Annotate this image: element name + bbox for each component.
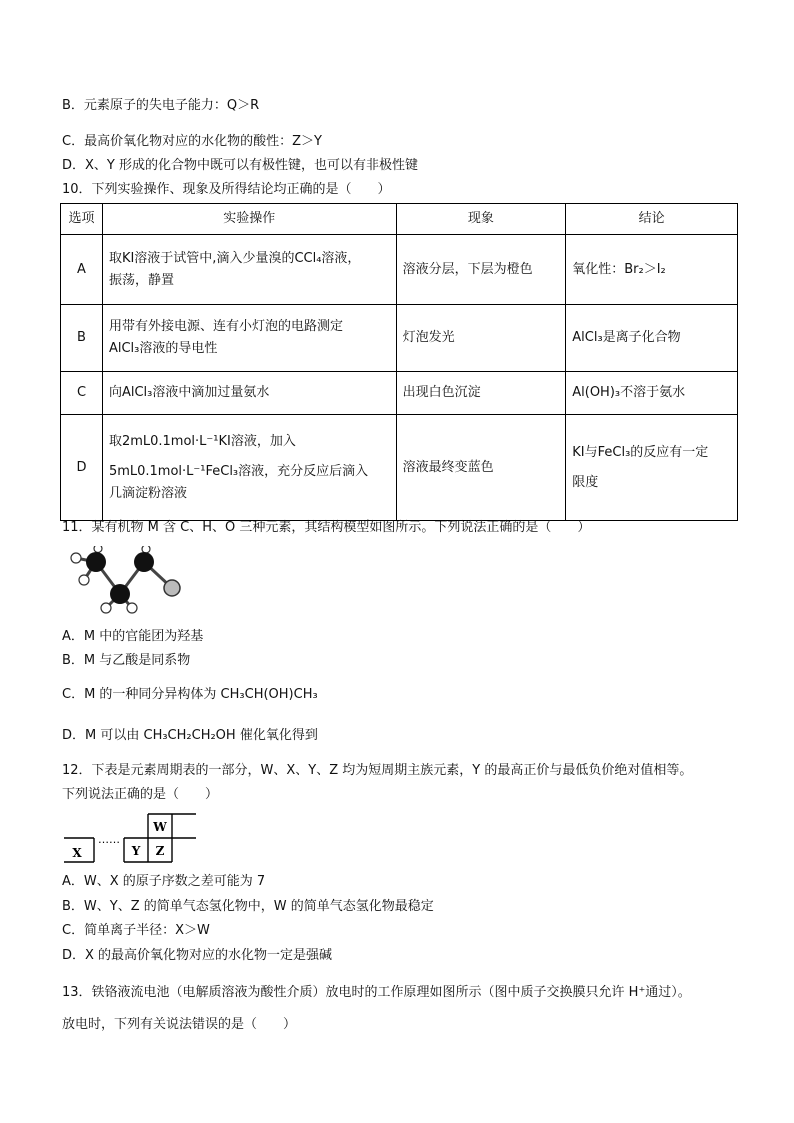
q9-option-c: C．最高价氧化物对应的水化物的酸性：Z＞Y [62, 134, 322, 149]
q12-stem-line-1: 12．下表是元素周期表的一部分，W、X、Y、Z 均为短周期主族元素，Y 的最高正价与最低负价绝对值相等。 [62, 763, 693, 778]
row-option: B [61, 305, 103, 372]
row-operation [102, 235, 396, 305]
hydrogen-atom [71, 553, 81, 563]
q12-option-b: B．W、Y、Z 的简单气态氢化物中，W 的简单气态氢化物最稳定 [62, 899, 434, 914]
row-operation [102, 415, 396, 521]
row-phenomenon: 出现白色沉淀 [396, 372, 566, 415]
operation-line: 5mL0.1mol·L⁻¹FeCl₃溶液，充分反应后滴入 [108, 463, 369, 479]
q13-stem-line-1: 13．铁铬液流电池（电解质溶液为酸性介质）放电时的工作原理如图所示（图中质子交换膜只允许 H⁺通过）。 [62, 985, 691, 1000]
table-row [61, 415, 738, 521]
cell-x: X [72, 846, 82, 860]
operation-line: 向AlCl₃溶液中滴加过量氨水 [108, 385, 270, 400]
q11-option-c: C．M 的一种同分异构体为 CH₃CH(OH)CH₃ [62, 687, 318, 702]
table-row [61, 305, 738, 372]
row-operation [102, 305, 396, 372]
operation-line: 几滴淀粉溶液 [108, 485, 187, 501]
row-phenomenon: 溶液最终变蓝色 [396, 415, 566, 521]
molecule-ball-stick-model [62, 546, 192, 616]
q11-option-a: A．M 中的官能团为羟基 [62, 629, 204, 644]
header-operation: 实验操作 [102, 204, 396, 235]
table-row [61, 235, 738, 305]
conclusion-line: Al(OH)₃不溶于氨水 [572, 385, 686, 400]
oxygen-atom [164, 580, 180, 596]
q12-option-c: C．简单离子半径：X＞W [62, 923, 210, 938]
table-row [61, 372, 738, 415]
q11-option-b: B．M 与乙酸是同系物 [62, 653, 191, 668]
operation-line: 振荡，静置 [108, 272, 174, 288]
hydrogen-atom [94, 546, 102, 553]
row-conclusion [566, 415, 738, 521]
header-phenomenon: 现象 [396, 204, 566, 235]
hydrogen-atom [127, 603, 137, 613]
ellipsis-dots: …… [98, 833, 120, 846]
cell-w: W [153, 820, 167, 834]
q13-stem-line-2: 放电时，下列有关说法错误的是（ ） [62, 1017, 297, 1032]
conclusion-line: 限度 [572, 474, 599, 490]
carbon-atom [86, 552, 106, 572]
row-phenomenon: 溶液分层，下层为橙色 [396, 235, 566, 305]
header-conclusion: 结论 [566, 204, 738, 235]
row-conclusion [566, 235, 738, 305]
conclusion-line: 氧化性：Br₂＞I₂ [572, 261, 666, 277]
hydrogen-atom [142, 546, 150, 553]
operation-line: AlCl₃溶液的导电性 [108, 341, 218, 356]
q11-option-d: D．M 可以由 CH₃CH₂CH₂OH 催化氧化得到 [62, 728, 318, 743]
cell-z: Z [155, 844, 165, 858]
cell-y: Y [131, 844, 141, 858]
carbon-atom [110, 584, 130, 604]
row-phenomenon: 灯泡发光 [396, 305, 566, 372]
header-option: 选项 [61, 204, 103, 235]
q9-option-b: B．元素原子的失电子能力：Q＞R [62, 98, 260, 113]
row-option: A [61, 235, 103, 305]
table-header-row [61, 204, 738, 235]
periodic-table-fragment [62, 810, 202, 865]
row-option: C [61, 372, 103, 415]
experiment-table [60, 203, 738, 521]
q11-stem: 11．某有机物 M 含 C、H、O 三种元素，其结构模型如图所示。下列说法正确的是（ ） [62, 520, 591, 535]
q12-option-d: D．X 的最高价氧化物对应的水化物一定是强碱 [62, 948, 333, 963]
row-option: D [61, 415, 103, 521]
hydrogen-atom [79, 575, 89, 585]
row-conclusion [566, 305, 738, 372]
q10-stem: 10．下列实验操作、现象及所得结论均正确的是（ ） [62, 182, 391, 197]
row-conclusion [566, 372, 738, 415]
carbon-atom [134, 552, 154, 572]
operation-line: 取2mL0.1mol·L⁻¹KI溶液，加入 [108, 433, 296, 449]
q9-option-d: D．X、Y 形成的化合物中既可以有极性键，也可以有非极性键 [62, 158, 418, 173]
q12-stem-line-2: 下列说法正确的是（ ） [62, 787, 219, 802]
conclusion-line: AlCl₃是离子化合物 [572, 330, 681, 345]
conclusion-line: KI与FeCl₃的反应有一定 [572, 444, 709, 460]
row-operation [102, 372, 396, 415]
operation-line: 取KI溶液于试管中,滴入少量溴的CCl₄溶液， [108, 250, 361, 266]
operation-line: 用带有外接电源、连有小灯泡的电路测定 [108, 319, 343, 334]
q12-option-a: A．W、X 的原子序数之差可能为 7 [62, 874, 266, 889]
hydrogen-atom [101, 603, 111, 613]
